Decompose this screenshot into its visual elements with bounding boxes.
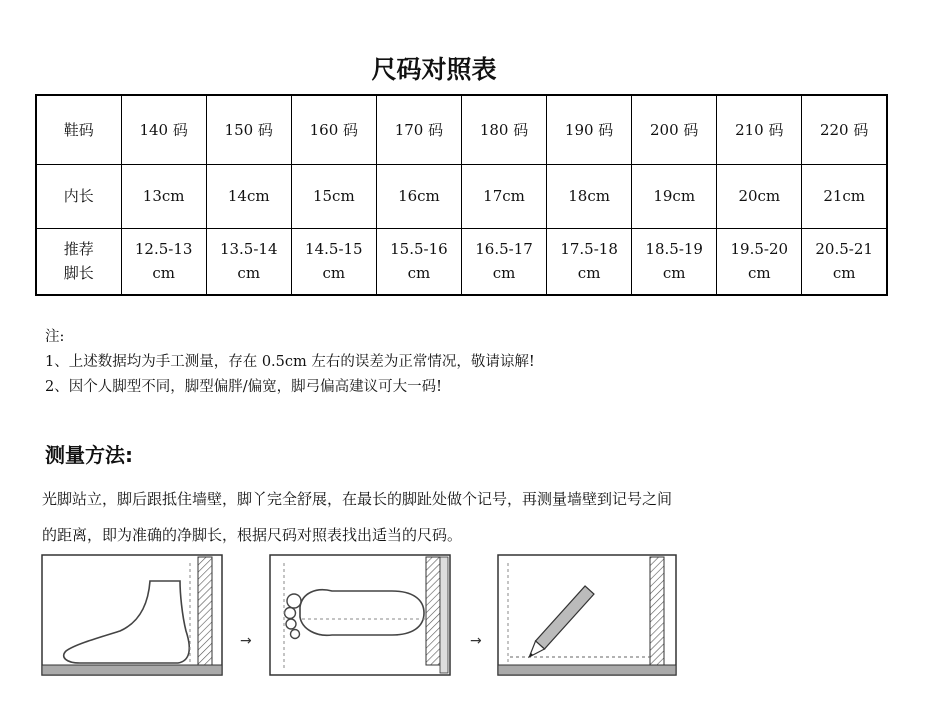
row-header-foot-length-text: 推荐脚长: [63, 240, 94, 283]
shoe-size-cell: 190 码: [547, 95, 632, 164]
shoe-size-cell: 200 码: [632, 95, 717, 164]
shoe-size-cell: 140 码: [121, 95, 206, 164]
foot-length-row: [36, 228, 887, 295]
row-header-shoe-size: 鞋码: [36, 95, 121, 164]
page-title: 尺码对照表: [371, 55, 497, 84]
shoe-size-cell: 150 码: [206, 95, 291, 164]
foot-length-unit: cm: [407, 264, 431, 283]
shoe-size-row: [36, 95, 887, 164]
foot-side-view-icon: [42, 555, 222, 675]
foot-length-cell: [121, 228, 206, 295]
foot-length-unit: cm: [237, 264, 261, 283]
measurement-illustration: [40, 553, 680, 683]
foot-length-unit: cm: [577, 264, 601, 283]
foot-length-range: 19.5-20: [730, 240, 789, 259]
inner-length-cell: 14cm: [206, 164, 291, 228]
inner-length-cell: 19cm: [632, 164, 717, 228]
foot-length-range: 18.5-19: [645, 240, 703, 259]
note-item: 1、上述数据均为手工测量，存在 0.5cm 左右的误差为正常情况，敬请谅解!: [45, 354, 535, 370]
foot-length-range: 15.5-16: [390, 240, 448, 259]
inner-length-cell: 16cm: [376, 164, 461, 228]
notes-section: [45, 325, 535, 400]
foot-length-cell: [547, 228, 632, 295]
foot-length-range: 13.5-14: [219, 240, 278, 259]
shoe-size-cell: 160 码: [291, 95, 376, 164]
shoe-size-cell: 170 码: [376, 95, 461, 164]
notes-label: 注:: [45, 329, 65, 345]
size-chart-table: [35, 94, 888, 296]
foot-length-range: 14.5-15: [305, 240, 363, 259]
foot-length-range: 20.5-21: [815, 240, 873, 259]
inner-length-cell: 17cm: [461, 164, 546, 228]
foot-length-cell: [376, 228, 461, 295]
foot-length-range: 17.5-18: [560, 240, 618, 259]
inner-length-cell: 20cm: [717, 164, 802, 228]
row-header-foot-length: [36, 228, 121, 295]
method-description: [42, 481, 882, 553]
inner-length-cell: 15cm: [291, 164, 376, 228]
method-heading: 测量方法:: [45, 443, 133, 467]
shoe-size-cell: 220 码: [802, 95, 887, 164]
foot-length-cell: [632, 228, 717, 295]
foot-length-range: 16.5-17: [475, 240, 533, 259]
foot-length-unit: cm: [492, 264, 516, 283]
inner-length-row: [36, 164, 887, 228]
shoe-size-cell: 210 码: [717, 95, 802, 164]
method-line: 光脚站立，脚后跟抵住墙壁，脚丫完全舒展，在最长的脚趾处做个记号，再测量墙壁到记号之间: [42, 490, 673, 508]
foot-length-cell: [802, 228, 887, 295]
foot-length-cell: [461, 228, 546, 295]
row-header-inner-length: 内长: [36, 164, 121, 228]
step-arrow-2: →: [470, 633, 482, 649]
shoe-size-cell: 180 码: [461, 95, 546, 164]
inner-length-cell: 13cm: [121, 164, 206, 228]
foot-top-view-icon: [270, 555, 450, 675]
inner-length-cell: 21cm: [802, 164, 887, 228]
foot-length-unit: cm: [832, 264, 856, 283]
foot-length-unit: cm: [662, 264, 686, 283]
foot-length-range: 12.5-13: [134, 240, 193, 259]
step-arrow-1: →: [240, 633, 252, 649]
pencil-mark-icon: [498, 555, 676, 675]
foot-length-cell: [206, 228, 291, 295]
method-line: 的距离，即为准确的净脚长，根据尺码对照表找出适当的尺码。: [42, 526, 463, 544]
note-item: 2、因个人脚型不同，脚型偏胖/偏宽，脚弓偏高建议可大一码!: [45, 379, 442, 395]
foot-length-unit: cm: [747, 264, 771, 283]
inner-length-cell: 18cm: [547, 164, 632, 228]
foot-length-unit: cm: [322, 264, 346, 283]
foot-length-cell: [291, 228, 376, 295]
foot-length-unit: cm: [152, 264, 175, 283]
foot-length-cell: [717, 228, 802, 295]
